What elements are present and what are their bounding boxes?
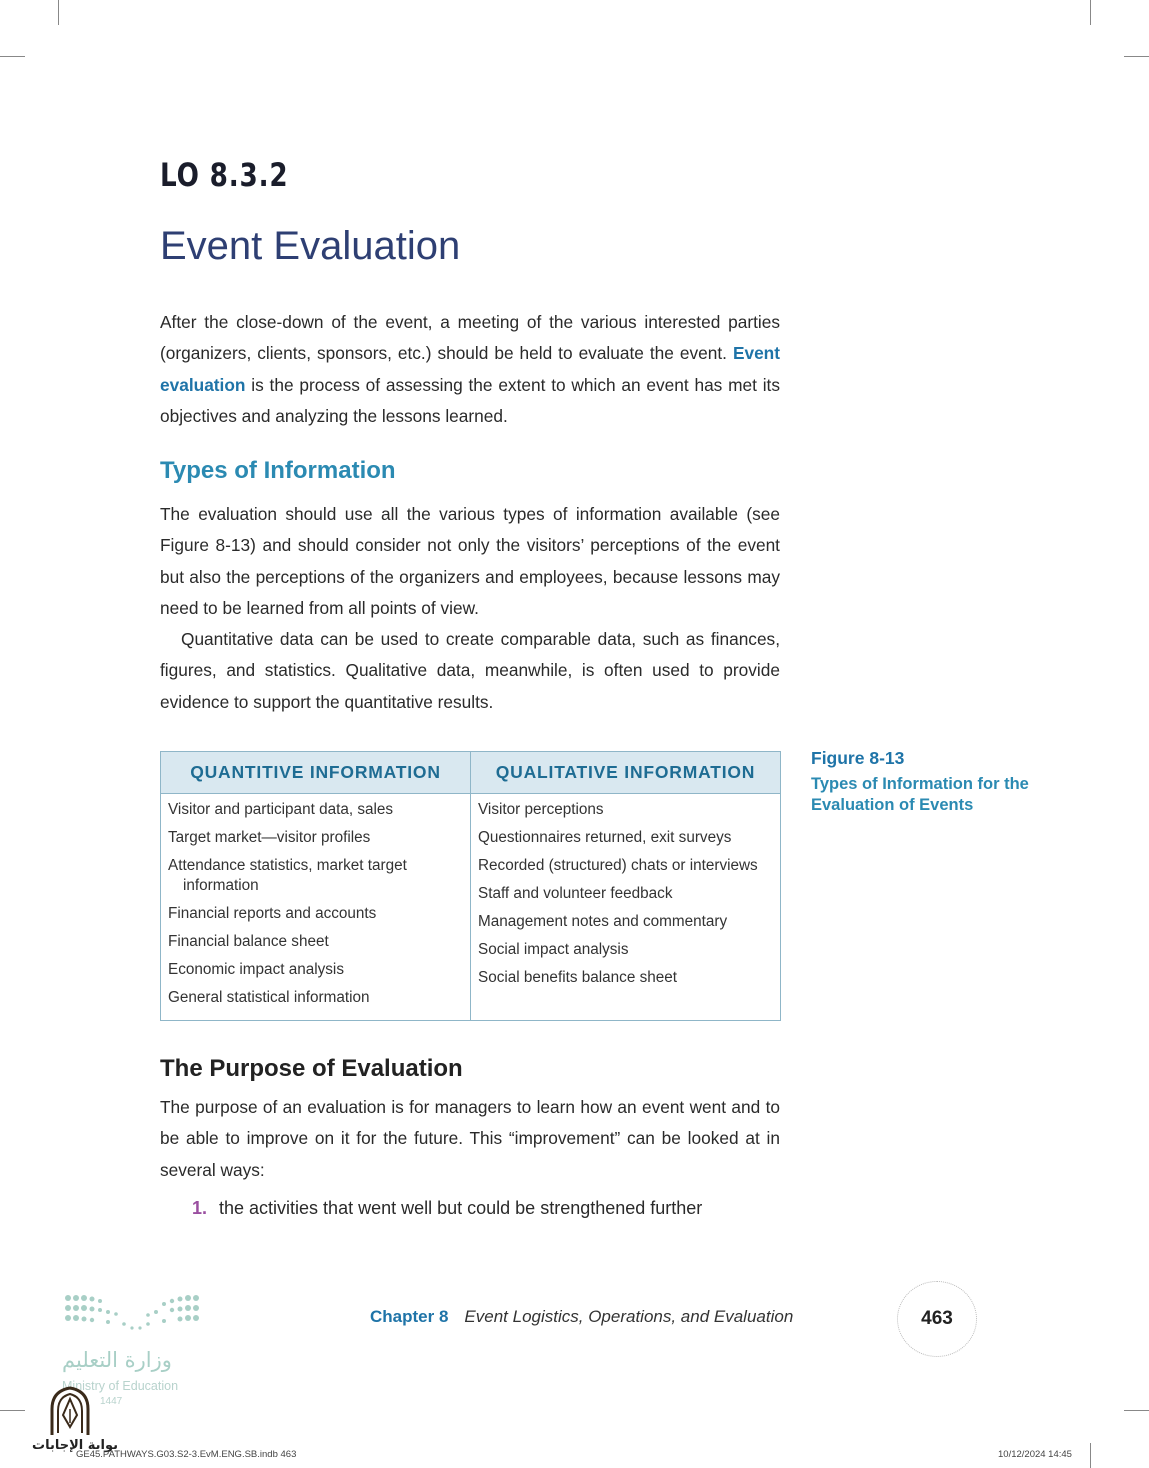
qualitative-column [471,794,781,1021]
ministry-logo-dots-icon [60,1290,210,1340]
information-types-table [160,751,781,1021]
learning-objective-code: LO 8.3.2 [160,156,289,194]
chapter-title: Event Logistics, Operations, and Evaluation [464,1307,794,1326]
table-cell: Attendance statistics, market target information [168,857,407,894]
key-term: Event evaluation [160,343,780,395]
page-number-badge [897,1281,977,1357]
intro-text-before: After the close-down of the event, a meeting of the various interested parties (organizers, clients, sponsors, etc.) should be held to evaluate the event. [160,312,780,364]
crop-mark [0,1410,25,1411]
table-cell: Social benefits balance sheet [478,969,677,986]
ministry-name-english: Ministry of Education [62,1379,179,1393]
intro-paragraph [160,307,780,432]
print-slug-file: GE45.PATHWAYS.G03.S2-3.EvM.ENG.SB.indb 463 [76,1449,297,1460]
chapter-label: Chapter 8 [370,1307,449,1326]
types-paragraph-2: Quantitative data can be used to create comparable data, such as finances, figures, and statistics. Qualitative data, meanwhile, is often used to provide evidence to support the quantitative results. [160,629,780,712]
crop-mark [58,0,59,25]
crop-mark [1124,56,1149,57]
watermark-text: بوابة الإجابات [32,1438,118,1453]
pen-nib-watermark-icon [46,1385,94,1437]
list-number: 1. [192,1198,208,1218]
table-header-row [161,752,781,794]
intro-text-after: is the process of assessing the extent to which an event has met its objectives and analyzing the lessons learned. [160,374,780,426]
ministry-name-arabic: وزارة التعليم [62,1348,172,1372]
running-footer [370,1307,793,1327]
figure-number: Figure 8-13 [811,748,905,768]
table-body-row [161,794,781,1021]
types-heading: Types of Information [160,457,396,484]
crop-mark [1090,1443,1091,1468]
list-item [192,1198,702,1219]
table-cell: Economic impact analysis [168,961,344,978]
print-slug-date: 10/12/2024 14:45 [998,1449,1072,1460]
ministry-year: 1447 [100,1396,123,1407]
table-cell: Visitor and participant data, sales [168,801,394,818]
figure-caption: Types of Information for the Evaluation of Events [811,775,1029,814]
purpose-heading: The Purpose of Evaluation [160,1055,463,1082]
table-cell: Questionnaires returned, exit surveys [478,829,732,846]
table-cell: Recorded (structured) chats or interviews [478,857,758,874]
page-number: 463 [921,1308,953,1329]
purpose-paragraph: The purpose of an evaluation is for managers to learn how an event went and to be able to improve on it for the future. This “improvement” can be looked at in several ways: [160,1097,780,1180]
table-cell: Management notes and commentary [478,913,728,930]
table-cell: Financial reports and accounts [168,905,377,922]
crop-mark [1124,1410,1149,1411]
types-paragraph-1: The evaluation should use all the various types of information available (see Figure 8-13) and should consider not only the visitors’ perceptions of the event but also the perceptions of the organizers and employees, because lessons may need to be learned from all points of view. [160,504,780,618]
crop-mark [0,56,25,57]
table-cell: Visitor perceptions [478,801,604,818]
table-header-quantitative: QUANTITIVE INFORMATION [161,752,471,794]
table-cell: Target market—visitor profiles [168,829,371,846]
page-title: Event Evaluation [160,224,461,268]
quantitative-column [161,794,471,1021]
table-header-qualitative: QUALITATIVE INFORMATION [471,752,781,794]
table-cell: Social impact analysis [478,941,629,958]
table-cell: Staff and volunteer feedback [478,885,673,902]
figure-label [811,748,1051,816]
list-text: the activities that went well but could be strengthened further [219,1198,703,1218]
crop-mark [1090,0,1091,25]
table-cell: Financial balance sheet [168,933,329,950]
table-cell: General statistical information [168,989,370,1006]
